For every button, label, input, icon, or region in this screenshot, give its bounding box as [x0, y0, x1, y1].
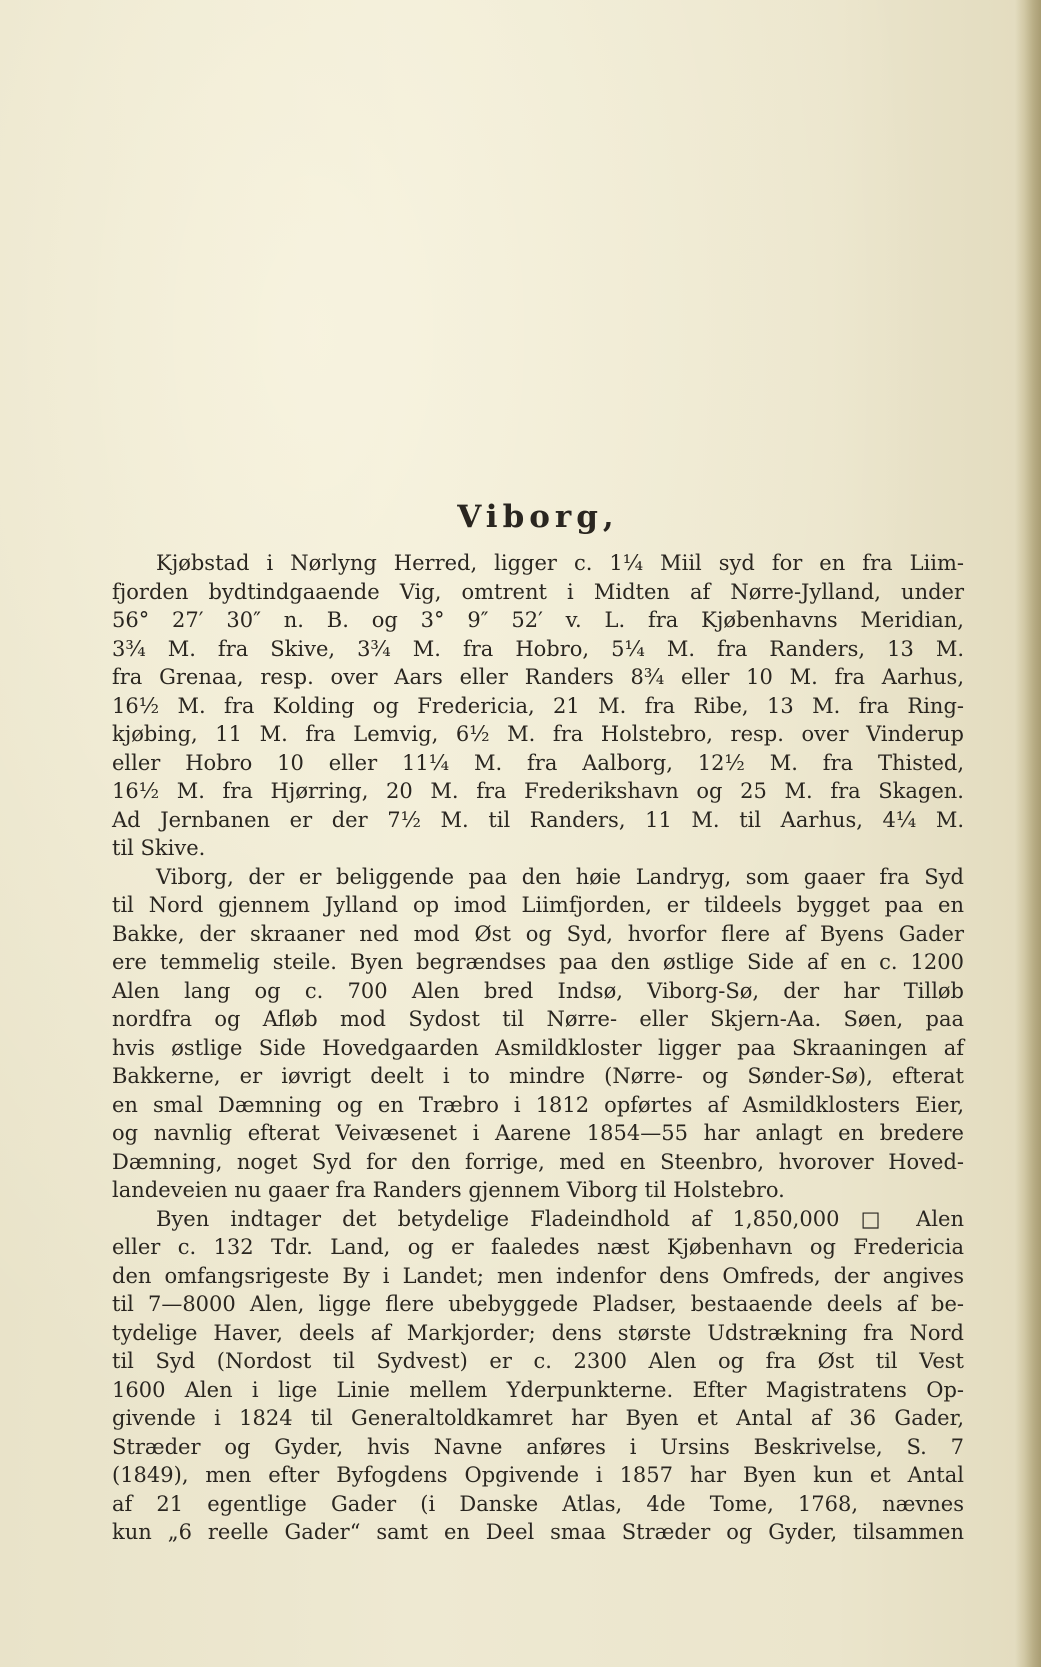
text-line: 1600 Alen i lige Linie mellem Yderpunkterne. Efter Magistratens Op-: [112, 1377, 964, 1402]
text-line: (1849), men efter Byfogdens Opgivende i 1857 har Byen kun et Antal: [112, 1463, 964, 1487]
text-line: kjøbing, 11 M. fra Lemvig, 6½ M. fra Holstebro, resp. over Vinderup: [112, 722, 964, 746]
text-line: kun „6 reelle Gader“ samt en Deel smaa Stræder og Gyder, tilsammen: [112, 1520, 964, 1544]
text-line: af 21 egentlige Gader (i Danske Atlas, 4de Tome, 1768, nævnes: [112, 1491, 964, 1516]
text-line: nordfra og Afløb mod Sydost til Nørre- eller Skjern-Aa. Søen, paa: [112, 1007, 964, 1031]
text-line: til Skive.: [112, 836, 206, 860]
text-line: Alen lang og c. 700 Alen bred Indsø, Viborg-Sø, der har Tilløb: [112, 978, 964, 1003]
text-line: fjorden bydtindgaaende Vig, omtrent i Midten af Nørre-Jylland, under: [112, 579, 964, 604]
text-line: 16½ M. fra Kolding og Fredericia, 21 M. fra Ribe, 13 M. fra Ring-: [112, 693, 964, 718]
text-line: den omfangsrigeste By i Landet; men indenfor dens Omfreds, der angives: [112, 1263, 964, 1288]
text-line: landeveien nu gaaer fra Randers gjennem Viborg til Holstebro.: [112, 1178, 785, 1202]
text-line: ere temmelig steile. Byen begrændses paa den østlige Side af en c. 1200: [112, 950, 964, 974]
text-line: Kjøbstad i Nørlyng Herred, ligger c. 1¼ Miil syd for en fra Liim-: [156, 551, 964, 575]
text-line: Ad Jernbanen er der 7½ M. til Randers, 11 M. til Aarhus, 4¼ M.: [112, 807, 964, 832]
page-edge-shadow: [1015, 0, 1041, 1667]
text-line: Stræder og Gyder, hvis Navne anføres i Ursins Beskrivelse, S. 7: [112, 1434, 964, 1459]
text-line: og navnlig efterat Veivæsenet i Aarene 1854—55 har anlagt en bredere: [112, 1121, 964, 1145]
text-line: Viborg, der er beliggende paa den høie Landryg, som gaaer fra Syd: [156, 864, 964, 889]
text-line: 56° 27′ 30″ n. B. og 3° 9″ 52′ v. L. fra Kjøbenhavns Meridian,: [112, 608, 964, 632]
text-line: hvis østlige Side Hovedgaarden Asmildkloster ligger paa Skraaningen af: [112, 1035, 964, 1060]
text-line: til Nord gjennem Jylland op imod Liimfjorden, er tildeels bygget paa en: [112, 893, 964, 917]
text-line: Dæmning, noget Syd for den forrige, med en Steenbro, hvorover Hoved-: [112, 1149, 964, 1174]
text-line: tydelige Haver, deels af Markjorder; dens største Udstrækning fra Nord: [112, 1320, 964, 1345]
text-line: Bakke, der skraaner ned mod Øst og Syd, hvorfor flere af Byens Gader: [112, 921, 964, 946]
text-line: en smal Dæmning og en Træbro i 1812 opførtes af Asmildklosters Eier,: [112, 1092, 964, 1117]
text-line: givende i 1824 til Generaltoldkamret har Byen et Antal af 36 Gader,: [112, 1406, 964, 1430]
text-line: Byen indtager det betydelige Fladeindhold af 1,850,000 □ Alen: [156, 1206, 964, 1231]
text-line: til Syd (Nordost til Sydvest) er c. 2300 Alen og fra Øst til Vest: [112, 1349, 964, 1373]
text-line: til 7—8000 Alen, ligge flere ubebyggede Pladser, bestaaende deels af be-: [112, 1292, 964, 1316]
text-line: fra Grenaa, resp. over Aars eller Randers 8¾ eller 10 M. fra Aarhus,: [112, 665, 964, 689]
text-line: eller c. 132 Tdr. Land, og er faaledes næst Kjøbenhavn og Fredericia: [112, 1235, 964, 1259]
text-line: 3¾ M. fra Skive, 3¾ M. fra Hobro, 5¼ M. fra Randers, 13 M.: [112, 636, 964, 661]
text-line: Bakkerne, er iøvrigt deelt i to mindre (Nørre- og Sønder-Sø), efterat: [112, 1064, 964, 1088]
text-line: eller Hobro 10 eller 11¼ M. fra Aalborg, 12½ M. fra Thisted,: [112, 750, 964, 775]
text-line: 16½ M. fra Hjørring, 20 M. fra Frederikshavn og 25 M. fra Skagen.: [112, 779, 964, 803]
page-title: Viborg,: [457, 499, 619, 535]
